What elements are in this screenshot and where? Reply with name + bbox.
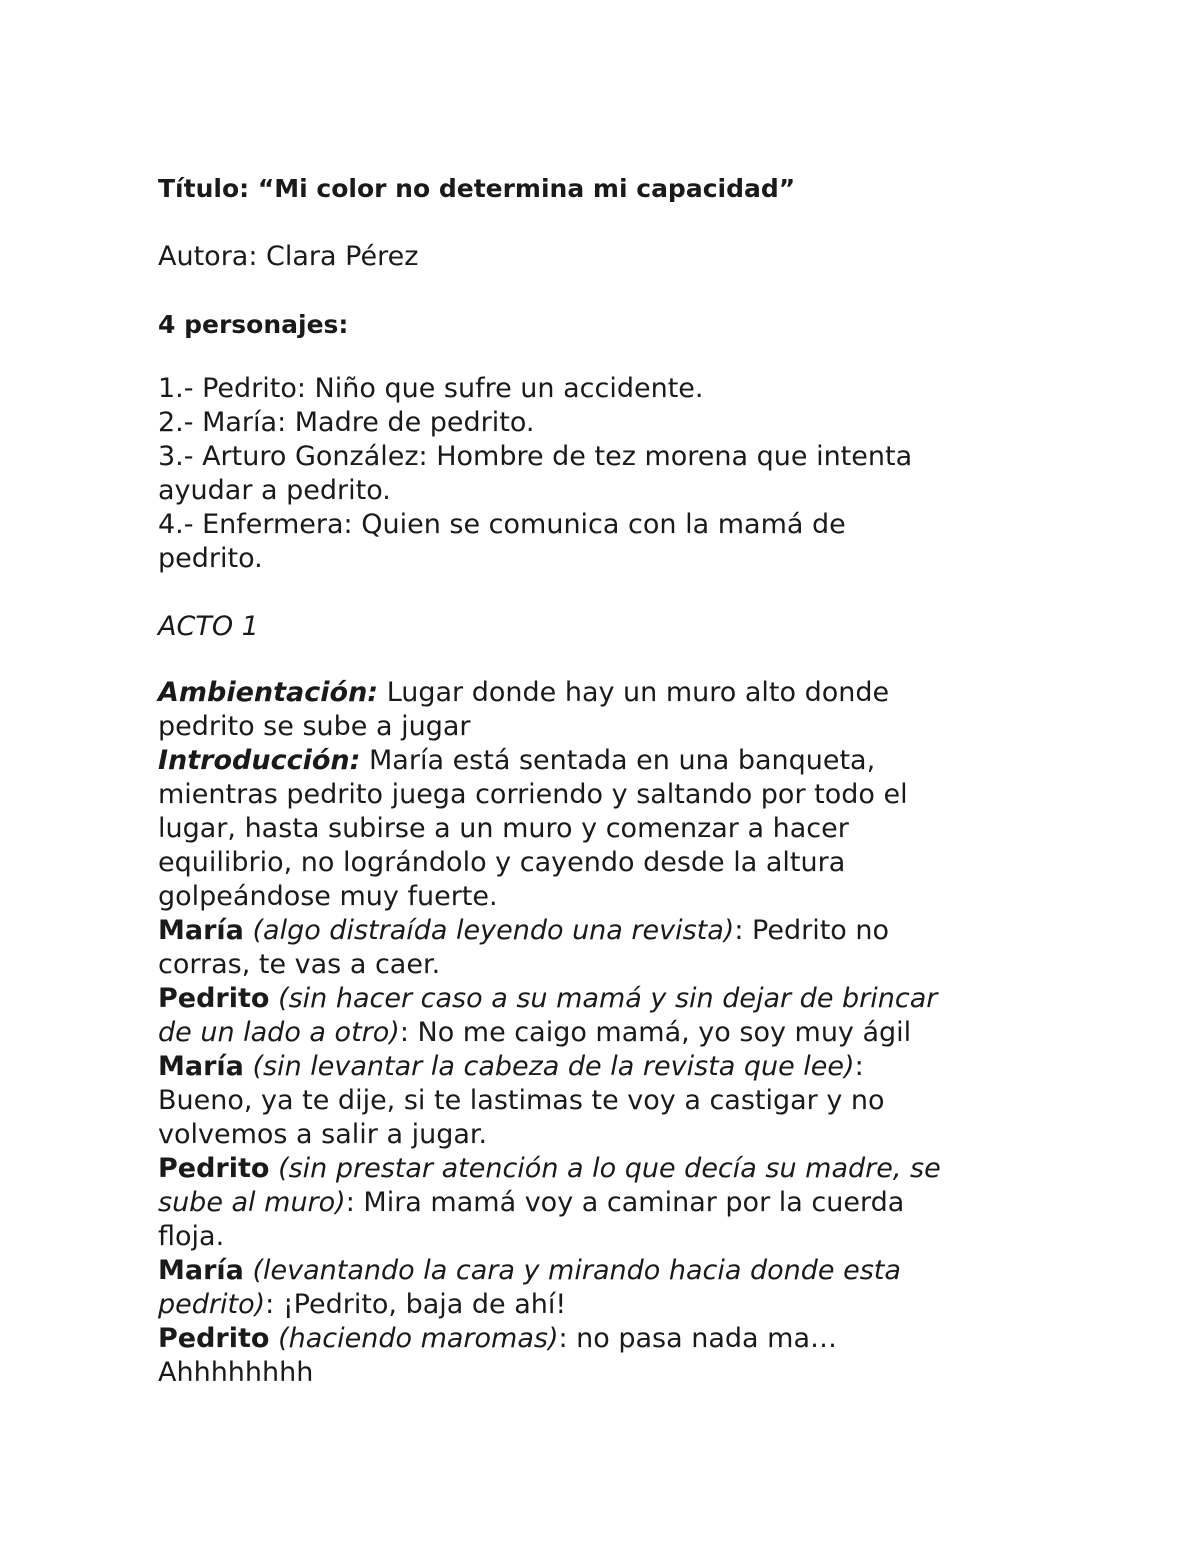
- dialogue-line: [158, 1050, 958, 1152]
- stage-direction: (sin prestar atención a lo que decía su madre, se sube al muro): [158, 1153, 941, 1218]
- setting-label: Ambientación:: [158, 677, 379, 708]
- spoken-line: : No me caigo mamá, yo soy muy ágil: [399, 1017, 912, 1048]
- script-body: [158, 676, 958, 1390]
- author-line: Autora: Clara Pérez: [158, 241, 419, 272]
- setting-text: Lugar donde hay un muro alto donde pedrito se sube a jugar: [158, 677, 890, 742]
- dialogue-line: [158, 1254, 958, 1322]
- intro-text: María está sentada en una banqueta, mientras pedrito juega corriendo y saltando por todo el lugar, hasta subirse a un muro y comenzar a hacer equilibrio, no lográndolo y cayendo desde la altura golpeándose muy fuerte.: [158, 745, 908, 912]
- speaker-name: Pedrito: [158, 1323, 270, 1354]
- document-title: Título: “Mi color no determina mi capacidad”: [158, 174, 796, 203]
- character-item: 1.- Pedrito: Niño que sufre un accidente.: [158, 373, 704, 404]
- dialogue-line: [158, 982, 958, 1050]
- characters-heading: 4 personajes:: [158, 310, 349, 339]
- dialogue-line: [158, 914, 958, 982]
- speaker-name: María: [158, 1255, 244, 1286]
- spoken-line: : ¡Pedrito, baja de ahí!: [265, 1289, 567, 1320]
- spoken-line: : Bueno, ya te dije, si te lastimas te voy a castigar y no volvemos a salir a jugar.: [158, 1051, 885, 1150]
- stage-direction: (sin levantar la cabeza de la revista que lee): [252, 1051, 855, 1082]
- dialogue-line: [158, 1152, 958, 1254]
- stage-direction: (levantando la cara y mirando hacia donde esta pedrito): [158, 1255, 901, 1320]
- character-item: 2.- María: Madre de pedrito.: [158, 407, 535, 438]
- speaker-name: Pedrito: [158, 1153, 270, 1184]
- stage-direction: (algo distraída leyendo una revista): [252, 915, 735, 946]
- speaker-name: Pedrito: [158, 983, 270, 1014]
- spoken-line: : Pedrito no corras, te vas a caer.: [158, 915, 890, 980]
- stage-direction: (sin hacer caso a su mamá y sin dejar de brincar de un lado a otro): [158, 983, 938, 1048]
- intro-label: Introducción:: [158, 745, 361, 776]
- character-item: 3.- Arturo González: Hombre de tez morena que intenta ayudar a pedrito.: [158, 441, 913, 506]
- act-heading: ACTO 1: [158, 611, 259, 642]
- spoken-line: : no pasa nada ma… Ahhhhhhhh: [158, 1323, 838, 1388]
- setting-paragraph: [158, 676, 958, 744]
- character-item: 4.- Enfermera: Quien se comunica con la mamá de pedrito.: [158, 509, 846, 574]
- document-page: [158, 172, 958, 1390]
- dialogue-line: [158, 1322, 958, 1390]
- stage-direction: (haciendo maromas): [278, 1323, 559, 1354]
- spoken-line: : Mira mamá voy a caminar por la cuerda floja.: [158, 1187, 905, 1252]
- speaker-name: María: [158, 1051, 244, 1082]
- intro-paragraph: [158, 744, 958, 914]
- speaker-name: María: [158, 915, 244, 946]
- character-list: [158, 372, 958, 576]
